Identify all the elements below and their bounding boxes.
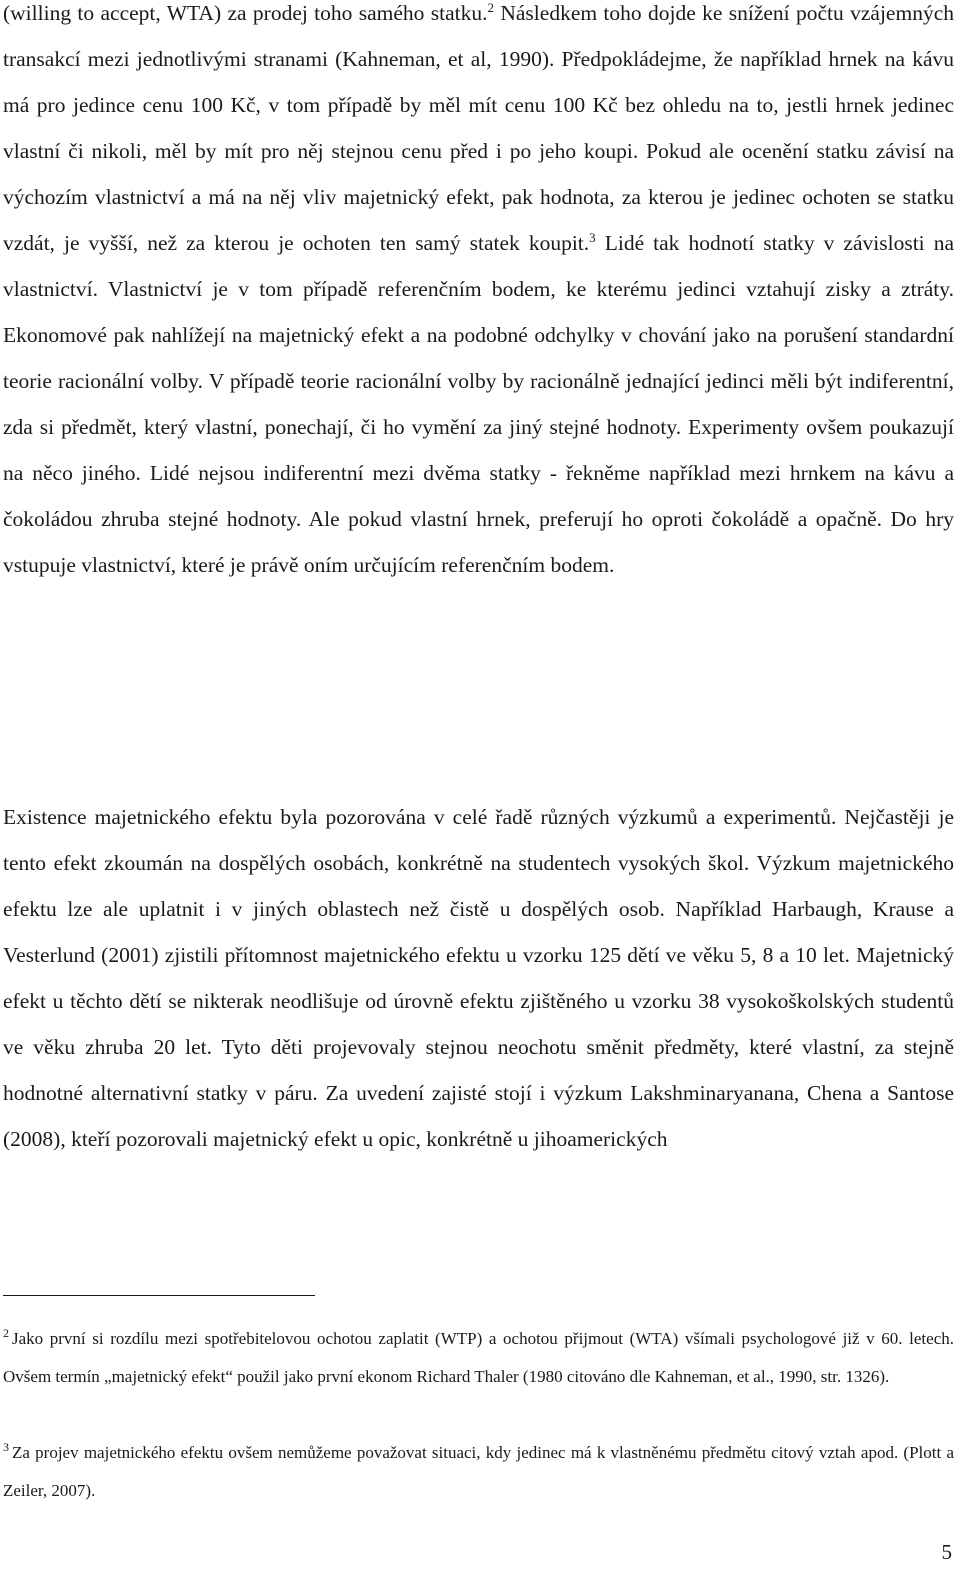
body-paragraph-1 xyxy=(3,0,954,588)
paragraph-1-segment-1: (willing to accept, WTA) za prodej toho samého statku. xyxy=(3,1,488,25)
footnote-3 xyxy=(3,1434,954,1510)
page-number: 5 xyxy=(941,1540,952,1564)
footnote-3-text: Za projev majetnického efektu ovšem nemůžeme považovat situaci, kdy jedinec má k vlastněnému předmětu citový vztah apod. (Plott a Zeiler, 2007). xyxy=(3,1443,954,1500)
paragraph-1-segment-2: Následkem toho dojde ke snížení počtu vzájemných transakcí mezi jednotlivými stranami (Kahneman, et al, 1990). Předpokládejme, že například hrnek na kávu má pro jedince cenu 100 Kč, v tom případě by měl mít cenu 100 Kč bez ohledu na to, jestli hrnek jedinec vlastní či nikoli, měl by mít pro něj stejnou cenu před i po jeho koupi. Pokud ale ocenění statku závisí na výchozím vlastnictví a má na něj vliv majetnický efekt, pak hodnota, za kterou je jedinec ochoten se statku vzdát, je vyšší, než za kterou je ochoten ten samý statek koupit. xyxy=(3,1,954,255)
body-paragraph-2: Existence majetnického efektu byla pozorována v celé řadě různých výzkumů a experimentů. Nejčastěji je tento efekt zkoumán na dospělých osobách, konkrétně na studentech vysokých škol. Výzkum majetnického efektu lze ale uplatnit i v jiných oblastech než čistě u dospělých osob. Například Harbaugh, Krause a Vesterlund (2001) zjistili přítomnost majetnického efektu u vzorku 125 dětí ve věku 5, 8 a 10 let. Majetnický efekt u těchto dětí se nikterak neodlišuje od úrovně efektu zjištěného u vzorku 38 vysokoškolských studentů ve věku zhruba 20 let. Tyto děti projevovaly stejnou neochotu směnit předměty, které vlastní, za stejně hodnotné alternativní statky v páru. Za uvedení zajisté stojí i výzkum Lakshminaryanana, Chena a Santose (2008), kteří pozorovali majetnický efekt u opic, konkrétně u jihoamerických xyxy=(3,805,954,1151)
footnote-2-number: 2 xyxy=(3,1326,9,1341)
footnote-ref-2[interactable]: 2 xyxy=(487,0,495,15)
footnote-2 xyxy=(3,1320,954,1396)
footnote-ref-3[interactable]: 3 xyxy=(589,229,596,245)
footnote-2-text: Jako první si rozdílu mezi spotřebitelovou ochotou zaplatit (WTP) a ochotou přijmout (WTA) všímali psychologové již v 60. letech. Ovšem termín „majetnický efekt“ použil jako první ekonom Richard Thaler (1980 citováno dle Kahneman, et al., 1990, str. 1326). xyxy=(3,1329,954,1386)
footnote-separator xyxy=(3,1295,315,1296)
footnote-3-number: 3 xyxy=(3,1440,9,1455)
paragraph-1-segment-3: Lidé tak hodnotí statky v závislosti na vlastnictví. Vlastnictví je v tom případě referenčním bodem, ke kterému jedinci vztahují zisky a ztráty. Ekonomové pak nahlížejí na majetnický efekt a na podobné odchylky v chování jako na porušení standardní teorie racionální volby. V případě teorie racionální volby by racionálně jednající jedinci měli být indiferentní, zda si předmět, který vlastní, ponechají, či ho vymění za jiný stejné hodnoty. Experimenty ovšem poukazují na něco jiného. Lidé nejsou indiferentní mezi dvěma statky - řekněme například mezi hrnkem na kávu a čokoládou zhruba stejné hodnoty. Ale pokud vlastní hrnek, preferují ho oproti čokoládě a opačně. Do hry vstupuje vlastnictví, které je právě oním určujícím referenčním bodem. xyxy=(3,231,954,577)
